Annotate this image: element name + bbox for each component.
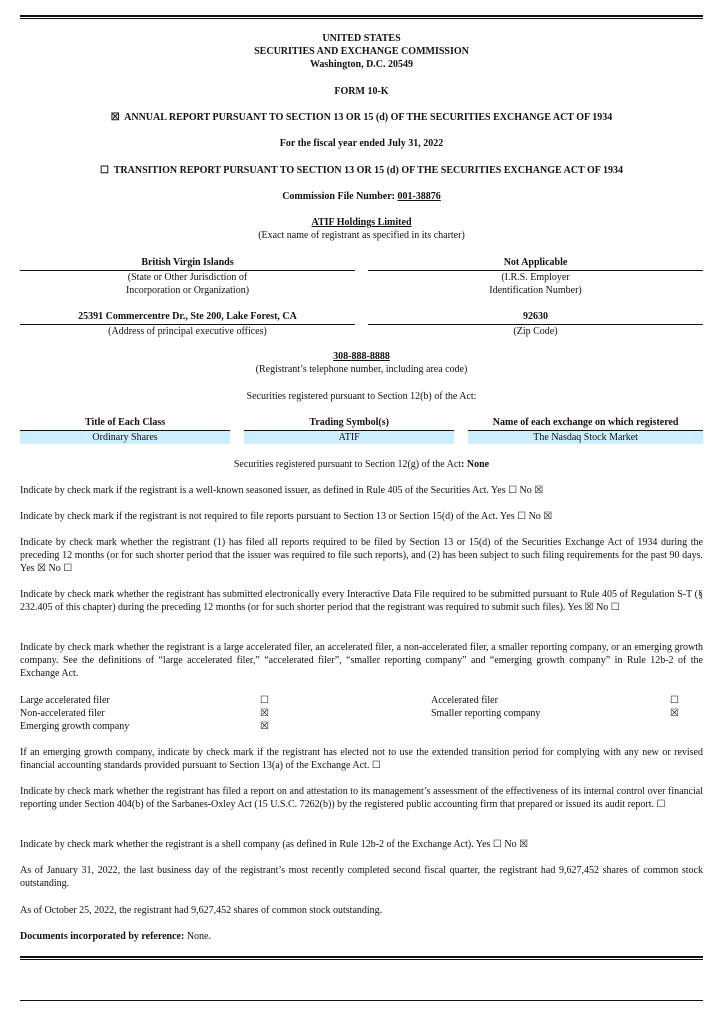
transition-report-text: TRANSITION REPORT PURSUANT TO SECTION 13 OR 15 (d) OF THE SECURITIES EXCHANGE ACT OF 1934 bbox=[113, 165, 624, 176]
documents-value: None. bbox=[184, 931, 211, 942]
commission-file-line bbox=[20, 190, 703, 203]
address-caption: (Address of principal executive offices) bbox=[108, 326, 267, 337]
paragraph-shares-january: As of January 31, 2022, the last business day of the registrant’s most recently completed second fiscal quarter, the registrant had 9,627,452 shares of common stock outstanding. bbox=[20, 865, 703, 889]
transition-report-checkbox: ☐ bbox=[99, 165, 109, 176]
paragraph-shares-october: As of October 25, 2022, the registrant had 9,627,452 shares of common stock outstanding. bbox=[20, 905, 383, 916]
accelerated-label: Accelerated filer bbox=[431, 695, 498, 706]
page-footer-rule bbox=[20, 1000, 703, 1001]
table-header-exchange: Name of each exchange on which registered bbox=[468, 416, 703, 431]
table-cell-exchange: The Nasdaq Stock Market bbox=[468, 431, 703, 444]
large-accelerated-checkbox: ☐ bbox=[260, 695, 269, 706]
phone-number: 308-888-8888 bbox=[333, 351, 390, 362]
documents-label: Documents incorporated by reference: bbox=[20, 931, 185, 942]
annual-report-checkbox: ☒ bbox=[110, 112, 120, 123]
smaller-reporting-label: Smaller reporting company bbox=[431, 708, 541, 719]
section-12b-intro: Securities registered pursuant to Section 12(b) of the Act: bbox=[246, 391, 477, 402]
section-12g-text: Securities registered pursuant to Section 12(g) of the Act bbox=[233, 459, 462, 470]
emerging-growth-label: Emerging growth company bbox=[20, 721, 130, 732]
irs-value: Not Applicable bbox=[368, 256, 703, 271]
registrant-name-caption: (Exact name of registrant as specified in its charter) bbox=[258, 230, 465, 241]
registrant-name: ATIF Holdings Limited bbox=[311, 217, 412, 228]
transition-report-line bbox=[20, 164, 703, 177]
smaller-reporting-checkbox: ☒ bbox=[670, 708, 679, 719]
phone-caption: (Registrant’s telephone number, including area code) bbox=[255, 364, 468, 375]
irs-caption-1: (I.R.S. Employer bbox=[501, 272, 570, 283]
commission-file-number: 001-38876 bbox=[397, 191, 441, 202]
phone-block bbox=[20, 350, 703, 376]
jurisdiction-value: British Virgin Islands bbox=[20, 256, 355, 271]
paragraph-shell-company: Indicate by check mark whether the registrant is a shell company (as defined in Rule 12b-2 of the Exchange Act). Yes ☐ No ☒ bbox=[20, 839, 529, 850]
paragraph-filed-reports: Indicate by check mark whether the registrant (1) has filed all reports required to be filed by Section 13 or 15(d) of the Securities Exchange Act of 1934 during the preceding 12 months (or for such shorter period that the issuer was required to file such reports), and (2) has been subject to such filing requirements for the past 90 days. Yes ☒ No ☐ bbox=[20, 537, 703, 574]
annual-report-line bbox=[20, 111, 703, 124]
fiscal-year: For the fiscal year ended July 31, 2022 bbox=[279, 138, 444, 149]
paragraph-not-required: Indicate by check mark if the registrant is not required to file reports pursuant to Section 13 or Section 15(d) of the Act. Yes ☐ No ☒ bbox=[20, 511, 553, 522]
zip-block bbox=[368, 310, 703, 338]
top-double-rule bbox=[20, 15, 703, 19]
documents-incorporated bbox=[20, 930, 703, 943]
section-12g-value: : None bbox=[461, 459, 490, 470]
bottom-double-rule bbox=[20, 956, 703, 960]
paragraph-interactive-data: Indicate by check mark whether the registrant has submitted electronically every Interactive Data File required to be submitted pursuant to Rule 405 of Regulation S-T (§ 232.405 of this chapter) during the preceding 12 months (or for such shorter period that the registrant was required to submit such files). Yes ☒ No ☐ bbox=[20, 589, 703, 613]
jurisdiction-caption-2: Incorporation or Organization) bbox=[125, 285, 250, 296]
header-country: UNITED STATES bbox=[322, 33, 401, 44]
table-header-symbol: Trading Symbol(s) bbox=[244, 416, 454, 431]
header-block bbox=[20, 32, 703, 71]
form-title: FORM 10-K bbox=[334, 86, 389, 97]
non-accelerated-label: Non-accelerated filer bbox=[20, 708, 105, 719]
table-header-row bbox=[20, 416, 703, 431]
large-accelerated-label: Large accelerated filer bbox=[20, 695, 110, 706]
irs-caption-2: Identification Number) bbox=[489, 285, 582, 296]
table-cell-title: Ordinary Shares bbox=[20, 431, 230, 444]
paragraph-emerging-growth: If an emerging growth company, indicate by check mark if the registrant has elected not to use the extended transition period for complying with any new or revised financial accounting standards provided pursuant to Section 13(a) of the Exchange Act. ☐ bbox=[20, 747, 703, 771]
paragraph-filer-type: Indicate by check mark whether the registrant is a large accelerated filer, an accelerated filer, a non-accelerated filer, a smaller reporting company, or an emerging growth company. See the definitions of “large accelerated filer,” “accelerated filer”, “smaller reporting company” and “emerging growth company” in Rule 12b-2 of the Exchange Act. bbox=[20, 642, 703, 679]
emerging-growth-checkbox: ☒ bbox=[260, 721, 269, 732]
zip-value: 92630 bbox=[368, 310, 703, 325]
section-12g-line bbox=[20, 458, 703, 471]
jurisdiction-caption-1: (State or Other Jurisdiction of bbox=[127, 272, 248, 283]
header-agency: SECURITIES AND EXCHANGE COMMISSION bbox=[254, 46, 469, 57]
zip-caption: (Zip Code) bbox=[513, 326, 558, 337]
section-12b-table bbox=[6, 416, 717, 444]
commission-file-label: Commission File Number: bbox=[282, 191, 398, 202]
paragraph-internal-control: Indicate by check mark whether the registrant has filed a report on and attestation to its management’s assessment of the effectiveness of its internal control over financial reporting under Section 404(b) of the Sarbanes-Oxley Act (15 U.S.C. 7262(b)) by the registered public accounting firm that prepared or issued its audit report. ☐ bbox=[20, 786, 703, 810]
header-city: Washington, D.C. 20549 bbox=[309, 59, 414, 70]
table-cell-symbol: ATIF bbox=[244, 431, 454, 444]
annual-report-text: ANNUAL REPORT PURSUANT TO SECTION 13 OR 15 (d) OF THE SECURITIES EXCHANGE ACT OF 1934 bbox=[124, 112, 613, 123]
table-row bbox=[20, 431, 703, 444]
address-value: 25391 Commercentre Dr., Ste 200, Lake Forest, CA bbox=[20, 310, 355, 325]
paragraph-wksi: Indicate by check mark if the registrant is a well-known seasoned issuer, as defined in Rule 405 of the Securities Act. Yes ☐ No ☒ bbox=[20, 485, 544, 496]
address-block bbox=[20, 310, 355, 338]
non-accelerated-checkbox: ☒ bbox=[260, 708, 269, 719]
table-header-title: Title of Each Class bbox=[20, 416, 230, 431]
registrant-name-block bbox=[20, 216, 703, 242]
accelerated-checkbox: ☐ bbox=[670, 695, 679, 706]
jurisdiction-block bbox=[20, 256, 355, 297]
irs-block bbox=[368, 256, 703, 297]
